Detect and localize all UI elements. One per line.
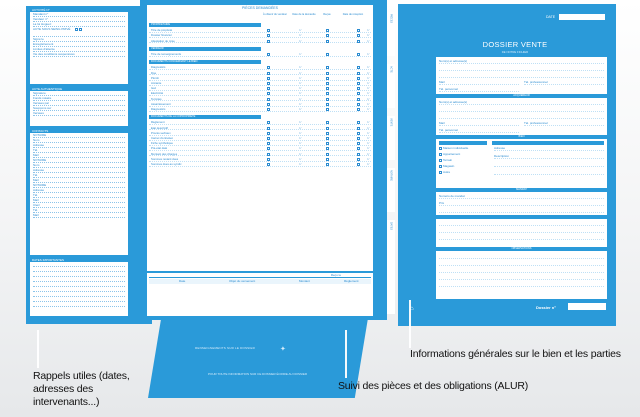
checkbox-icon[interactable] xyxy=(267,53,270,56)
date-slashes: / / xyxy=(367,52,370,56)
date-slashes: / / xyxy=(367,151,370,156)
column-head: Reçue xyxy=(323,13,331,16)
form-line xyxy=(439,254,604,259)
checkbox-label: Maison individuelle xyxy=(443,146,469,150)
column-head: Règlement xyxy=(344,279,359,283)
callout-suivi: Suivi des pièces et des obligations (ALUR) xyxy=(338,380,529,392)
pieces-row-label: Montant des charges xyxy=(151,151,178,156)
checkbox-icon[interactable] xyxy=(267,132,270,135)
pieces-column-heads xyxy=(261,13,371,23)
pieces-section-header: DOCUMENTS DE LA COPROPRIÉTÉ xyxy=(149,115,261,119)
form-line: Versées par xyxy=(33,101,125,106)
pieces-row-label: Fiche synthétique xyxy=(151,141,173,146)
tab-label: NOTAIRE xyxy=(389,170,393,181)
checkbox-icon[interactable] xyxy=(326,153,329,156)
form-line-label: ACTE SOUS SEING PRIVÉ xyxy=(33,27,71,31)
section-header: ACTE AUTHENTIQUE xyxy=(30,87,128,91)
sub-header xyxy=(492,141,604,145)
date-slashes: / / xyxy=(367,141,370,146)
checkbox-icon[interactable] xyxy=(267,158,270,161)
pieces-row xyxy=(149,157,371,162)
flap-text-1: RENSEIGNEMENTS SUR LE DOSSIER xyxy=(195,346,255,350)
date-slashes: / / xyxy=(367,91,370,96)
checkbox-label: Magasin xyxy=(443,164,455,168)
form-line: Clerc xyxy=(33,203,125,208)
tab-pieces[interactable] xyxy=(387,12,395,56)
tab-acte[interactable] xyxy=(387,64,395,108)
pieces-row xyxy=(149,52,371,57)
checkbox-row[interactable] xyxy=(439,164,487,169)
form-line xyxy=(494,170,604,175)
pieces-row xyxy=(149,86,371,91)
checkbox-icon[interactable] xyxy=(357,153,360,156)
form-line: NOTAIRE xyxy=(33,133,125,138)
form-line: Signature xyxy=(33,91,125,96)
checkbox-icon[interactable] xyxy=(326,121,329,124)
date-slashes: / / xyxy=(367,162,370,166)
pieces-row-label: Dossier financier xyxy=(151,33,172,38)
checkbox-icon[interactable] xyxy=(326,147,329,150)
pieces-row-label: Sommes restant dues xyxy=(151,156,179,161)
checkbox-icon[interactable] xyxy=(267,103,270,106)
pieces-title: PIÈCES DEMANDÉES xyxy=(242,6,278,10)
checkbox-icon[interactable] xyxy=(326,87,329,90)
pieces-row xyxy=(149,126,371,131)
left-sheet-dates xyxy=(30,258,128,316)
date-slashes: / / xyxy=(367,96,370,101)
form-line: Mail xyxy=(439,80,519,85)
pieces-row-label: Diagnostics xyxy=(151,65,166,70)
left-sheet-contacts xyxy=(30,129,128,255)
form-line xyxy=(494,162,604,167)
form-line: Mandant n° xyxy=(33,12,125,17)
form-line: Adresse xyxy=(33,188,125,193)
form-line: Nom(s) et adresse(s) xyxy=(439,59,604,64)
page-title: DOSSIER VENTE xyxy=(482,40,548,49)
form-line xyxy=(439,275,604,280)
tab-label: DATES xyxy=(389,222,393,231)
checkbox-icon[interactable] xyxy=(357,82,360,85)
checkbox-icon[interactable] xyxy=(357,142,360,145)
date-slashes: / / xyxy=(299,81,302,85)
form-line: Signé le xyxy=(33,37,125,42)
pieces-row xyxy=(149,65,371,70)
date-slashes: / / xyxy=(367,101,370,106)
form-line: Enregistrement xyxy=(33,42,125,47)
date-slashes: / / xyxy=(299,65,302,70)
checkbox-icon[interactable] xyxy=(326,40,329,43)
pieces-row xyxy=(149,76,371,81)
section-header: DATES IMPORTANTES xyxy=(30,258,128,262)
form-line: NOTAIRE xyxy=(33,158,125,163)
checkbox-icon[interactable] xyxy=(439,171,442,174)
form-line xyxy=(439,268,604,273)
checkbox-icon[interactable] xyxy=(267,72,270,75)
checkbox-row[interactable] xyxy=(439,158,487,163)
checkbox-icon[interactable] xyxy=(439,147,442,150)
checkbox-icon[interactable] xyxy=(357,66,360,69)
pieces-row-label: Dpe xyxy=(151,70,157,75)
date-slashes: / / xyxy=(367,120,370,125)
form-line xyxy=(439,208,604,213)
pieces-row xyxy=(149,141,371,146)
form-line: Tél. xyxy=(33,208,125,213)
form-line: Soupçons sur xyxy=(33,106,125,111)
form-line xyxy=(439,228,604,233)
pieces-row-label: Amiante xyxy=(151,81,162,85)
checkbox-icon[interactable] xyxy=(357,40,360,43)
date-slashes: / / xyxy=(367,70,370,75)
date-slashes: / / xyxy=(299,141,302,146)
section-header: ACTIVITÉ N° xyxy=(30,8,128,12)
checkbox-icon[interactable] xyxy=(357,98,360,101)
pieces-row xyxy=(149,162,371,167)
checkbox-icon[interactable] xyxy=(267,127,270,130)
checkbox-icon[interactable] xyxy=(326,137,329,140)
pieces-row xyxy=(149,146,371,151)
form-line-checkbox xyxy=(33,27,125,37)
received-label: Reçu le xyxy=(330,273,341,277)
date-slashes: / / xyxy=(299,96,302,101)
pieces-row-label: Termites xyxy=(151,96,162,101)
form-line: Adresse xyxy=(33,143,125,148)
date-slashes: / / xyxy=(367,146,370,151)
form-line xyxy=(439,221,604,226)
checkbox-icon[interactable] xyxy=(326,158,329,161)
form-line: Mail xyxy=(33,178,125,183)
form-line: Mail xyxy=(439,121,519,126)
checkbox-icon[interactable] xyxy=(357,103,360,106)
date-slashes: / / xyxy=(367,33,370,38)
form-line: Versées xyxy=(33,111,125,116)
flap-logo-icon: ✦ xyxy=(280,346,286,353)
pieces-row xyxy=(149,97,371,102)
checkbox-icon[interactable] xyxy=(326,77,329,80)
section-header: CONTACTS xyxy=(30,129,128,133)
pieces-row-label: Pré-état daté xyxy=(151,146,168,151)
checkbox-icon[interactable] xyxy=(357,132,360,135)
date-slashes: / / xyxy=(299,38,302,43)
date-slashes: / / xyxy=(367,86,370,91)
pieces-row-label: Titre de renseignements xyxy=(151,52,182,56)
checkbox-icon[interactable] xyxy=(357,92,360,95)
checkbox-icon[interactable] xyxy=(357,53,360,56)
checkbox-icon[interactable] xyxy=(439,165,442,168)
form-line: Vendeur n° xyxy=(33,17,125,22)
pieces-row xyxy=(149,120,371,125)
form-line: Mail xyxy=(33,213,125,218)
checkbox-icon[interactable] xyxy=(357,29,360,32)
checkbox-icon[interactable] xyxy=(267,82,270,85)
checkbox-icon[interactable] xyxy=(357,77,360,80)
form-line: Tél. xyxy=(33,173,125,178)
form-line xyxy=(439,235,604,240)
date-slashes: / / xyxy=(299,52,302,56)
form-line: Adresse xyxy=(494,146,604,151)
checkbox-icon[interactable] xyxy=(326,92,329,95)
pieces-row xyxy=(149,39,371,44)
checkbox-icon[interactable] xyxy=(357,108,360,111)
form-line: Nom xyxy=(33,138,125,143)
versements-bar xyxy=(149,273,371,278)
date-slashes: / / xyxy=(299,91,302,96)
checkbox-icon[interactable] xyxy=(267,98,270,101)
dossier-number-field[interactable] xyxy=(568,303,606,310)
checkbox-icon[interactable] xyxy=(267,66,270,69)
tab-label: PIÈCES xyxy=(389,14,393,24)
checkbox-icon[interactable] xyxy=(326,53,329,56)
pieces-row xyxy=(149,152,371,157)
checkbox-row[interactable] xyxy=(439,146,487,151)
column-head: Date de la demande xyxy=(292,13,316,16)
column-head: Date de réception xyxy=(342,13,364,16)
form-line: Tél. professionnel xyxy=(524,80,604,85)
form-line xyxy=(439,114,604,119)
checkbox-label: Terrain xyxy=(443,158,453,162)
form-line xyxy=(439,282,604,287)
pieces-row xyxy=(149,131,371,136)
form-line: Prix xyxy=(439,201,604,206)
pieces-row xyxy=(149,102,371,107)
checkbox-icon[interactable] xyxy=(267,29,270,32)
column-head: À obtenir du vendeur xyxy=(262,13,288,16)
form-line: Numéro de mandat xyxy=(439,194,604,199)
date-field[interactable] xyxy=(559,14,605,20)
date-slashes: / / xyxy=(367,65,370,70)
checkbox-icon[interactable] xyxy=(326,72,329,75)
pieces-row xyxy=(149,28,371,33)
page-subtitle: DE NOTRE FICHIER xyxy=(501,50,529,54)
checkbox-icon[interactable] xyxy=(326,163,329,166)
checkbox-icon[interactable] xyxy=(267,137,270,140)
sub-header xyxy=(439,141,487,145)
left-sheet-activite xyxy=(30,8,128,84)
date-slashes: / / xyxy=(299,125,302,130)
checkbox-icon[interactable] xyxy=(357,147,360,150)
pieces-row-label: Diagnostics xyxy=(151,107,166,111)
dossier-sheet xyxy=(436,57,607,299)
checkbox-icon[interactable] xyxy=(439,153,442,156)
pieces-row xyxy=(149,136,371,141)
pieces-section-header: PROPRIÉTAIRE xyxy=(149,23,261,27)
checkbox-icon[interactable] xyxy=(439,159,442,162)
date-slashes: / / xyxy=(299,33,302,38)
checkbox-icon[interactable] xyxy=(326,142,329,145)
tab-label: VENTE xyxy=(389,118,393,127)
form-line: NOTAIRE xyxy=(33,183,125,188)
date-slashes: / / xyxy=(299,162,302,166)
checkbox-label: Appartement xyxy=(443,152,461,156)
house-icon: ⌂ xyxy=(410,306,414,312)
versements-sheet xyxy=(147,273,373,316)
column-head: Montant xyxy=(299,279,310,283)
tab-label: ACTE xyxy=(389,66,393,73)
date-slashes: / / xyxy=(299,107,302,111)
date-slashes: / / xyxy=(299,28,302,33)
column-head: Date xyxy=(179,279,186,283)
checkbox-icon[interactable] xyxy=(267,163,270,166)
date-slashes: / / xyxy=(367,28,370,33)
date-slashes: / / xyxy=(367,107,370,111)
form-line: Limites d'attente xyxy=(33,47,125,52)
form-line: Tél. personnel xyxy=(439,128,519,133)
dossier-number-label: Dossier n° xyxy=(536,305,556,310)
form-line: Tél. professionnel xyxy=(524,121,604,126)
checkbox-icon[interactable] xyxy=(326,34,329,37)
pieces-row-label: Règlement xyxy=(151,120,165,125)
date-slashes: / / xyxy=(299,156,302,161)
checkbox-icon[interactable] xyxy=(267,87,270,90)
checkbox-icon[interactable] xyxy=(326,66,329,69)
pieces-row xyxy=(149,91,371,96)
form-line: Vie des conditions suspensives xyxy=(33,52,125,57)
checkbox-icon[interactable] xyxy=(267,108,270,111)
pieces-row-label: Gaz xyxy=(151,86,157,91)
date-slashes: / / xyxy=(299,75,302,80)
date-slashes: / / xyxy=(299,151,302,156)
section-header-acquereur: ACQUÉREUR xyxy=(436,94,607,98)
checkbox-icon[interactable] xyxy=(357,163,360,166)
tab-vente[interactable] xyxy=(387,116,395,160)
date-slashes: / / xyxy=(367,130,370,135)
form-line: Tél. xyxy=(33,148,125,153)
checkbox-icon[interactable] xyxy=(326,132,329,135)
checkbox-icon[interactable] xyxy=(357,127,360,130)
checkbox-icon[interactable] xyxy=(357,72,360,75)
checkbox-icon[interactable] xyxy=(357,121,360,124)
pieces-row-label: Titre de propriété xyxy=(151,28,173,33)
section-header-mandat: MANDAT xyxy=(436,188,607,192)
date-slashes: / / xyxy=(299,86,302,91)
flap-text-2: POUR TOUTE INFORMATION SUR CE DOSSIER ÉCRIRE AU DOSSIER xyxy=(208,372,308,376)
section-header xyxy=(436,215,607,219)
section-header-bien: BIEN xyxy=(436,135,607,139)
form-line: Adresse xyxy=(33,168,125,173)
pieces-row-label: Carnet d'entretien xyxy=(151,136,174,140)
pieces-section-header: DOCUMENTS CONCERNANT LE BIEN xyxy=(149,60,261,64)
pieces-row-label: Sommes dues au syndic xyxy=(151,162,182,166)
date-slashes: / / xyxy=(367,125,370,130)
form-line xyxy=(439,261,604,266)
date-slashes: / / xyxy=(299,130,302,135)
form-line xyxy=(439,73,604,78)
checkbox-icon[interactable] xyxy=(267,121,270,124)
checkbox-icon[interactable] xyxy=(357,137,360,140)
section-header-observations: OBSERVATIONS xyxy=(436,247,607,251)
pieces-row xyxy=(149,71,371,76)
left-sheet-acte xyxy=(30,87,128,126)
checkbox-icon[interactable] xyxy=(267,153,270,156)
form-line: Mail xyxy=(33,153,125,158)
checkbox-icon[interactable] xyxy=(326,127,329,130)
checkbox-icon[interactable] xyxy=(326,29,329,32)
checkbox-icon[interactable] xyxy=(267,142,270,145)
pieces-row-label: Plomb xyxy=(151,75,159,80)
date-slashes: / / xyxy=(367,75,370,80)
callout-infos: Informations générales sur le bien et les parties xyxy=(410,348,621,360)
date-slashes: / / xyxy=(367,156,370,161)
form-line xyxy=(439,107,604,112)
tab-notaire[interactable] xyxy=(387,168,395,212)
pieces-row-label: Procès-verbaux xyxy=(151,130,171,135)
form-line: Mail xyxy=(33,198,125,203)
date-slashes: / / xyxy=(367,81,370,85)
pieces-section-header: VENDEUR xyxy=(149,47,261,51)
date-label: DATE xyxy=(546,15,556,19)
checkbox-label: Autre xyxy=(443,170,451,174)
form-line: Description xyxy=(494,154,604,159)
checkbox-row[interactable] xyxy=(439,170,487,175)
checkbox-icon xyxy=(75,27,83,31)
pieces-row-label: Electricité xyxy=(151,91,164,96)
pieces-row xyxy=(149,81,371,86)
checkbox-icon[interactable] xyxy=(267,34,270,37)
checkbox-row[interactable] xyxy=(439,152,487,157)
pieces-row-label: Attestation de mise xyxy=(151,38,175,43)
checkbox-icon[interactable] xyxy=(267,77,270,80)
form-line: Nom(s) et adresse(s) xyxy=(439,100,604,105)
checkbox-icon[interactable] xyxy=(267,147,270,150)
date-slashes: / / xyxy=(299,136,302,140)
form-line: Fonds notaire xyxy=(33,96,125,101)
date-slashes: / / xyxy=(299,101,302,106)
checkbox-icon[interactable] xyxy=(326,98,329,101)
checkbox-icon[interactable] xyxy=(326,82,329,85)
folder-flap xyxy=(148,318,368,398)
date-slashes: / / xyxy=(367,38,370,43)
checkbox-icon[interactable] xyxy=(267,92,270,95)
callout-rappels: Rappels utiles (dates, adresses des intervenants...) xyxy=(33,370,130,408)
checkbox-icon[interactable] xyxy=(326,103,329,106)
pieces-row xyxy=(149,33,371,38)
date-slashes: / / xyxy=(299,146,302,151)
checkbox-icon[interactable] xyxy=(357,34,360,37)
versements-columns xyxy=(149,279,371,284)
date-slashes: / / xyxy=(299,70,302,75)
pieces-sheet xyxy=(147,5,373,271)
column-head: Objet du versement xyxy=(229,279,256,283)
checkbox-icon[interactable] xyxy=(267,40,270,43)
date-slashes: / / xyxy=(299,120,302,125)
form-line: Tél. personnel xyxy=(439,87,519,92)
pieces-row-label: Assainissement xyxy=(151,101,171,106)
form-line xyxy=(33,302,125,307)
checkbox-icon[interactable] xyxy=(326,108,329,111)
date-slashes: / / xyxy=(367,136,370,140)
pieces-row-label: Etat descriptif xyxy=(151,125,168,130)
pieces-row xyxy=(149,107,371,112)
checkbox-icon[interactable] xyxy=(357,158,360,161)
tab-dates[interactable] xyxy=(387,220,395,314)
form-line xyxy=(439,66,604,71)
form-line: Tél. xyxy=(33,193,125,198)
form-line: Nom xyxy=(33,163,125,168)
checkbox-icon[interactable] xyxy=(357,87,360,90)
form-line: La loi Hoguet: xyxy=(33,22,125,27)
